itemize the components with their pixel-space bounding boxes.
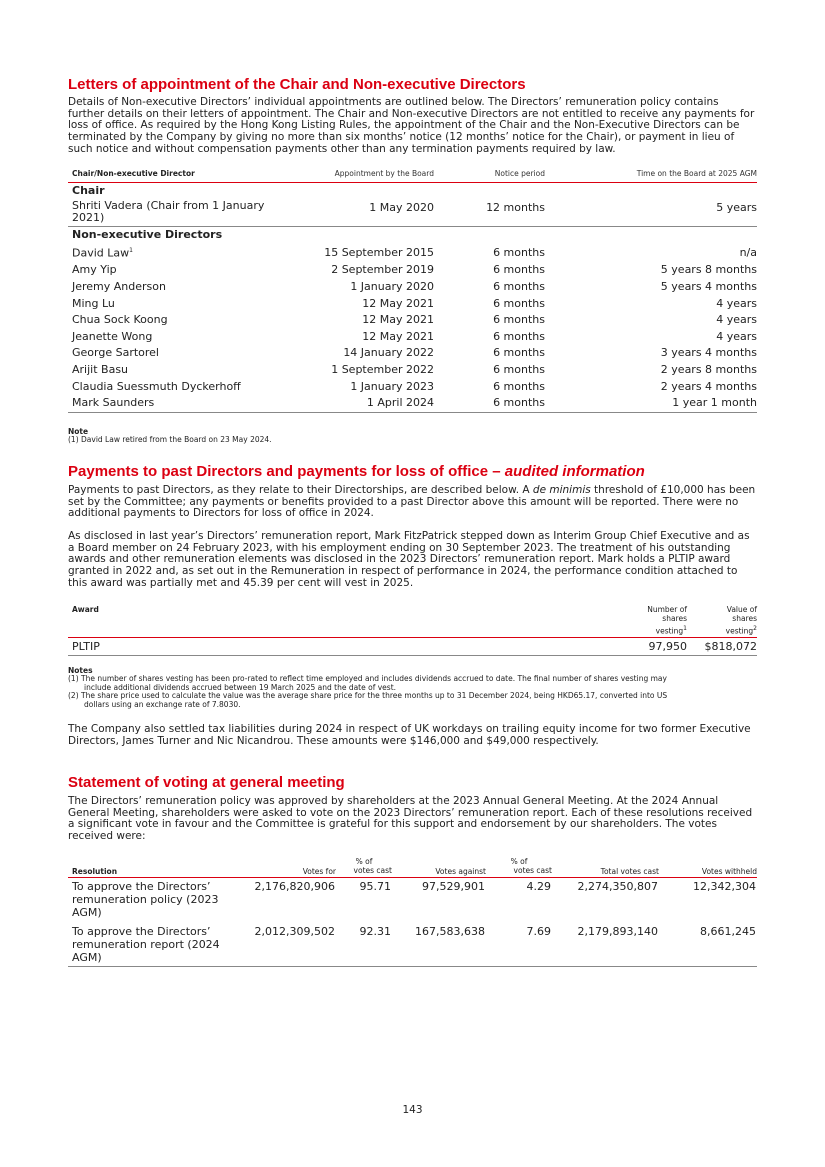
- time-on-board: 5 years: [545, 200, 757, 227]
- resolution-name: To approve the Directors’ remuneration report (2024 AGM): [68, 923, 248, 967]
- table-row: [68, 296, 757, 313]
- votes-against: 97,529,901: [422, 879, 485, 893]
- header-line: Value of: [726, 605, 757, 614]
- pct-against: 7.69: [486, 923, 552, 967]
- section-intro-voting: The Directors’ remuneration policy was approved by shareholders at the 2023 Annual General Meeting. At the 2024 Annual General Meeting, shareholders were asked to vote on the 2023 Directors’ remuneration report. Each of these resolutions received a significant vote in favour and the Committee is grateful for this support and endorsement by our shareholders. The votes received were:: [68, 795, 753, 843]
- votes-for: 2,176,820,906: [254, 879, 335, 893]
- col-header-total-votes: Total votes cast: [552, 857, 659, 877]
- director-name: George Sartorel: [72, 346, 159, 360]
- table-row: [68, 329, 757, 346]
- footnote-marker: 1: [129, 247, 133, 255]
- header-line: shares: [662, 614, 687, 624]
- voting-table: [68, 857, 757, 967]
- notice-period: 6 months: [434, 395, 545, 412]
- col-header-resolution: Resolution: [68, 857, 248, 877]
- pct-for: 92.31: [336, 923, 392, 967]
- award-notes: [68, 666, 757, 709]
- notice-period: 6 months: [493, 263, 545, 277]
- header-line-text: vesting: [725, 626, 754, 636]
- resolution-name: To approve the Directors’ remuneration policy (2023 AGM): [72, 879, 219, 919]
- group-label-chair: Chair: [72, 184, 105, 197]
- votes-withheld: 8,661,245: [659, 923, 757, 967]
- total-votes: 2,179,893,140: [552, 923, 659, 967]
- table-row: [68, 395, 757, 412]
- table-row: [68, 877, 757, 923]
- time-on-board: 4 years: [716, 313, 757, 327]
- header-line: [687, 624, 757, 636]
- note-2-continued: dollars using an exchange rate of 7.8030.: [84, 699, 241, 709]
- section-intro-letters: Details of Non-executive Directors’ individual appointments are outlined below. The Directors’ remuneration policy contains further details on their letters of appointment. The Chair and Non-executive Directors are not entitled to receive any payments for loss of office. As required by the Hong Kong Listing Rules, the appointment of the Chair and the Non-Executive Directors can be terminated by the Company by giving no more than six months’ notice (12 months’ notice for the Chair), or payment in lieu of such notice and without compensation payments other than any termination payments required by law.: [68, 96, 755, 155]
- note-1-continued: include additional dividends accrued between 19 March 2025 and the date of vest.: [84, 682, 397, 692]
- col-header-director: Chair/Non-executive Director: [68, 168, 272, 183]
- table-row: [68, 279, 757, 296]
- notice-period: 6 months: [493, 245, 545, 259]
- appointments-table: [68, 168, 757, 413]
- section-title-emphasis: audited information: [504, 463, 645, 480]
- note-1: (1) The number of shares vesting has been pro-rated to reflect time employed and includes dividends accrued to date. The final number of shares vesting may: [68, 674, 667, 683]
- director-name: Jeanette Wong: [72, 329, 153, 343]
- paragraph-fitzpatrick: As disclosed in last year’s Directors’ remuneration report, Mark FitzPatrick stepped down as Interim Group Chief Executive and as a Board member on 24 February 2023, with his employment ending on 30 September 2023. The treatment of his outstanding awards and other remuneration elements was disclosed in the 2023 Directors’ remuneration report. Mark holds a PLTIP award granted in 2022 and, as set out in the Remuneration in respect of performance in 2024, the performance condition attached to this award was partially met and 45.39 per cent will vest in 2025.: [68, 530, 750, 589]
- notice-period: 6 months: [493, 379, 545, 393]
- time-on-board: 3 years 4 months: [660, 346, 757, 360]
- col-header-pct-for: [336, 857, 392, 877]
- director-name: Claudia Suessmuth Dyckerhoff: [72, 379, 241, 393]
- table-row: [68, 379, 757, 396]
- table-row: [68, 243, 757, 262]
- header-line: % of: [355, 857, 373, 866]
- col-header-notice: Notice period: [434, 168, 545, 183]
- note-2: (2) The share price used to calculate the value was the average share price for the three months up to 31 December 2024, being HKD65.17, converted into US: [68, 691, 668, 701]
- col-header-time-on-board: Time on the Board at 2025 AGM: [545, 168, 757, 183]
- col-header-shares-vesting: [617, 603, 687, 637]
- table-row: [68, 262, 757, 279]
- appointment-date: 1 April 2024: [272, 395, 434, 412]
- appointment-date: 1 January 2020: [350, 280, 434, 294]
- time-on-board: 2 years 4 months: [660, 379, 757, 393]
- header-line: [617, 624, 687, 636]
- time-on-board: 5 years 8 months: [660, 263, 757, 277]
- col-header-votes-withheld: Votes withheld: [659, 857, 757, 877]
- time-on-board: 4 years: [716, 329, 757, 343]
- col-header-appointment: Appointment by the Board: [272, 168, 434, 183]
- notice-period: 6 months: [493, 313, 545, 327]
- votes-withheld: 12,342,304: [693, 879, 756, 893]
- notice-period: 6 months: [493, 346, 545, 360]
- director-name: Shriti Vadera (Chair from 1 January 2021): [68, 200, 272, 227]
- notice-period: 6 months: [493, 296, 545, 310]
- table-row: [68, 637, 757, 655]
- appointment-date: 1 January 2023: [350, 379, 434, 393]
- notes-heading: Notes: [68, 666, 93, 675]
- award-table: [68, 603, 757, 656]
- note-heading: Note: [68, 427, 89, 436]
- col-header-votes-for: Votes for: [248, 857, 336, 877]
- director-name: Jeremy Anderson: [72, 280, 166, 294]
- appointment-date: 2 September 2019: [331, 263, 434, 277]
- time-on-board: 2 years 8 months: [660, 363, 757, 376]
- director-name: Amy Yip: [72, 263, 117, 277]
- footnote-marker: 1: [683, 624, 687, 632]
- director-name: Mark Saunders: [68, 395, 272, 412]
- paragraph-de-minimis: [68, 485, 757, 520]
- col-header-pct-against: [486, 857, 552, 877]
- header-line: votes cast: [513, 866, 552, 876]
- appointment-date: 15 September 2015: [324, 245, 434, 259]
- page-number: 143: [402, 1104, 423, 1116]
- col-header-votes-against: Votes against: [392, 857, 486, 877]
- paragraph-text: threshold of £10,000 has been set by the Committee; any payments or benefits provided to a past Director above this amount will be reported. There were no additional payments to Directors for loss of office in 2024.: [68, 484, 756, 520]
- appointment-date: 1 September 2022: [331, 363, 434, 376]
- paragraph-emphasis: de minimis: [532, 484, 591, 496]
- director-name: Ming Lu: [72, 296, 115, 310]
- notice-period: 6 months: [493, 280, 545, 294]
- time-on-board: 1 year 1 month: [545, 395, 757, 412]
- time-on-board: n/a: [739, 245, 757, 259]
- director-name: [68, 243, 272, 262]
- time-on-board: 4 years: [716, 296, 757, 310]
- appointment-date: 12 May 2021: [362, 296, 434, 310]
- section-title-voting-statement: Statement of voting at general meeting: [68, 774, 345, 791]
- director-name: Chua Sock Koong: [72, 313, 168, 327]
- section-title-letters-of-appointment: Letters of appointment of the Chair and Non-executive Directors: [68, 76, 526, 93]
- header-line: shares: [732, 614, 757, 624]
- paragraph-text: Payments to past Directors, as they relate to their Directorships, are described below. A: [68, 484, 533, 496]
- time-on-board: 5 years 4 months: [660, 280, 757, 294]
- pct-against: 4.29: [526, 879, 551, 893]
- votes-against: 167,583,638: [392, 923, 486, 967]
- section-title-text: Payments to past Directors and payments for loss of office –: [68, 463, 505, 480]
- table-row: [68, 345, 757, 362]
- table-row: [68, 312, 757, 329]
- paragraph-tax-liabilities: The Company also settled tax liabilities during 2024 in respect of UK workdays on trailing equity income for two former Executive Directors, James Turner and Nic Nicandrou. These amounts were $146,000 and $49,000 respectively.: [68, 723, 751, 747]
- col-header-value-vesting: [687, 603, 757, 637]
- note-1: (1) David Law retired from the Board on 23 May 2024.: [68, 435, 272, 444]
- appointment-date: 12 May 2021: [362, 329, 434, 343]
- table-row: [68, 200, 757, 227]
- appointment-date: 1 May 2020: [272, 200, 434, 227]
- pct-for: 95.71: [359, 879, 391, 893]
- director-name-text: David Law: [72, 246, 130, 260]
- appointment-date: 12 May 2021: [362, 313, 434, 327]
- group-label-neds: Non-executive Directors: [72, 227, 223, 241]
- section-title-payments-past-directors: [68, 463, 757, 481]
- footnote-marker: 2: [753, 624, 757, 632]
- table-row: [68, 362, 757, 379]
- notice-period: 12 months: [434, 200, 545, 227]
- award-name: PLTIP: [68, 637, 617, 655]
- shares-vesting-value: 97,950: [617, 637, 687, 655]
- header-line: Number of: [647, 605, 687, 614]
- notice-period: 6 months: [493, 329, 545, 343]
- value-vesting-value: $818,072: [687, 637, 757, 655]
- col-header-award: Award: [68, 603, 617, 637]
- votes-for: 2,012,309,502: [248, 923, 336, 967]
- appointments-notes: [68, 427, 757, 445]
- header-line: votes cast: [353, 866, 392, 876]
- director-name: Arijit Basu: [72, 363, 129, 376]
- notice-period: 6 months: [493, 363, 545, 376]
- header-line-text: vesting: [655, 626, 684, 636]
- appointment-date: 14 January 2022: [343, 346, 434, 360]
- header-line: % of: [510, 857, 528, 866]
- total-votes: 2,274,350,807: [577, 879, 658, 893]
- table-row: [68, 923, 757, 967]
